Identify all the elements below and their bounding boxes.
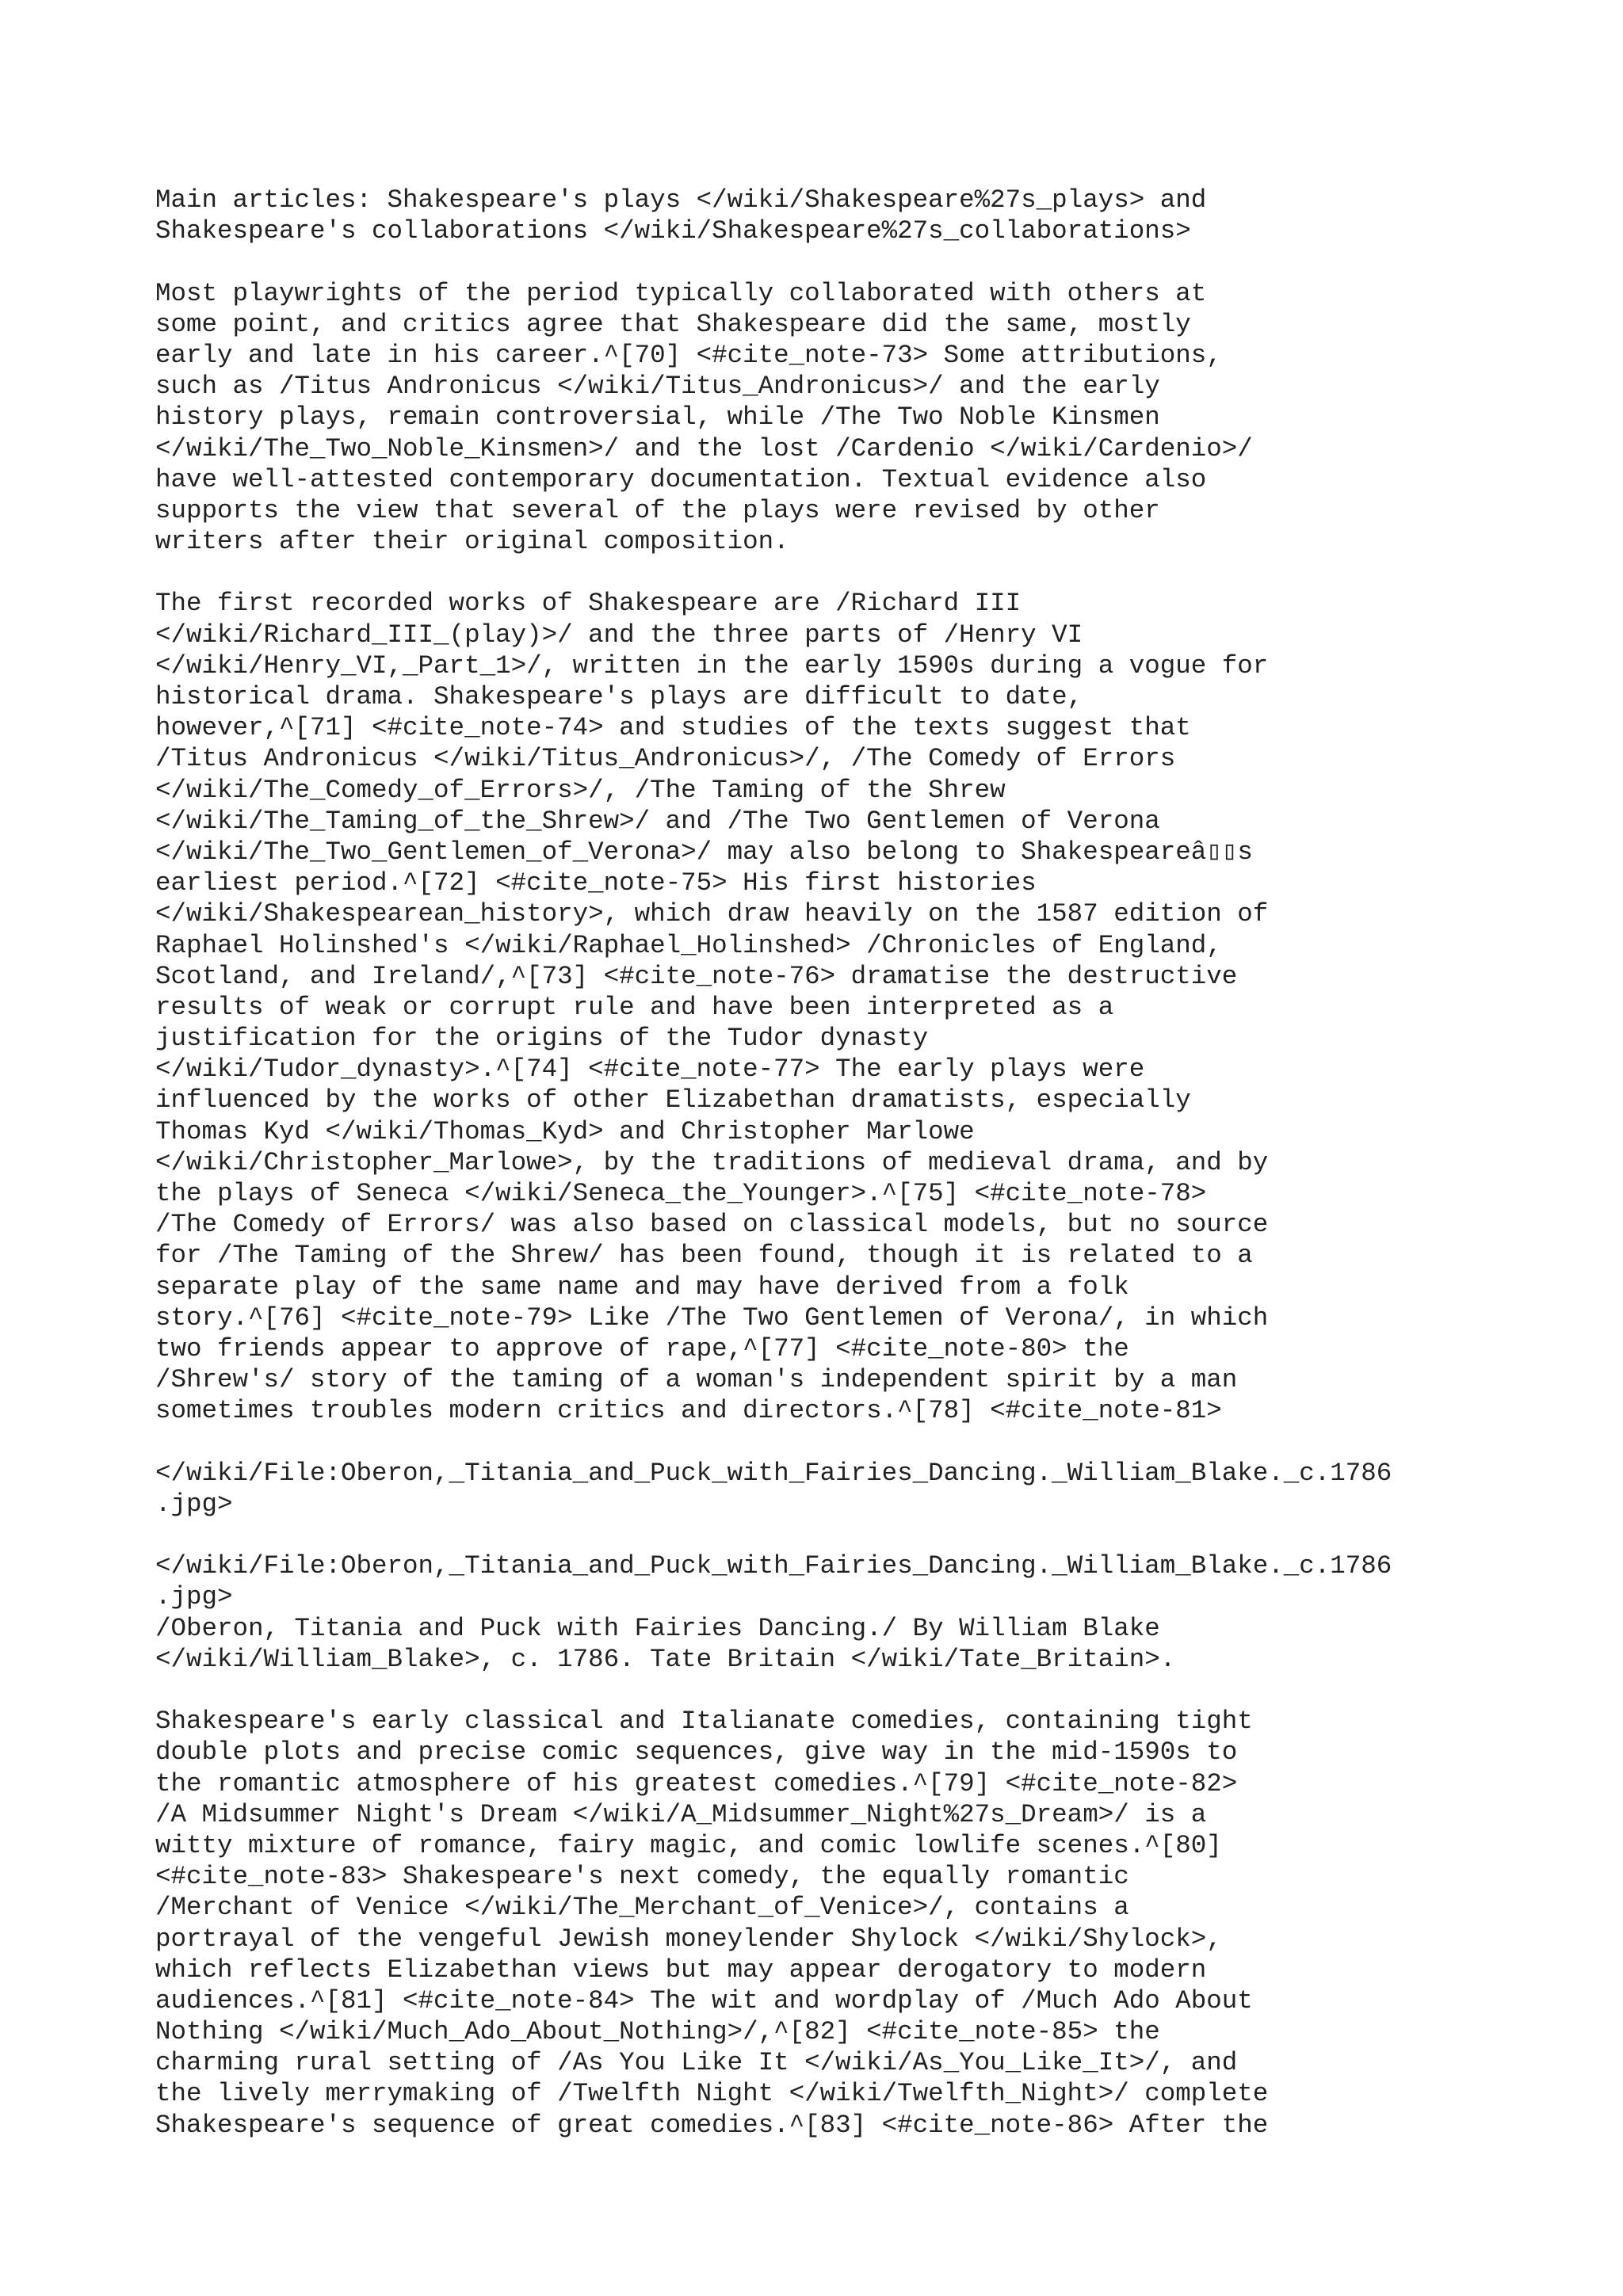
text-line: double plots and precise comic sequences, give way in the mid-1590s to: [155, 1737, 1238, 1768]
text-line: </wiki/The_Comedy_of_Errors>/, /The Taming of the Shrew: [155, 775, 1006, 805]
text-line: </wiki/The_Two_Noble_Kinsmen>/ and the lost /Cardenio </wiki/Cardenio>/: [155, 433, 1253, 463]
text-line: .jpg>: [155, 1489, 233, 1519]
text-line: two friends appear to approve of rape,^[77] <#cite_note-80> the: [155, 1333, 1129, 1363]
text-line: portrayal of the vengeful Jewish moneylender Shylock </wiki/Shylock>,: [155, 1924, 1222, 1954]
text-line: some point, and critics agree that Shakespeare did the same, mostly: [155, 309, 1191, 339]
text-line: </wiki/The_Taming_of_the_Shrew>/ and /The Two Gentlemen of Verona: [155, 806, 1160, 836]
text-line: writers after their original composition.: [155, 527, 789, 557]
text-line: </wiki/File:Oberon,_Titania_and_Puck_with_Fairies_Dancing._William_Blake._c.1786: [155, 1458, 1392, 1488]
text-line: early and late in his career.^[70] <#cite_note-73> Some attributions,: [155, 340, 1222, 370]
text-line: </wiki/File:Oberon,_Titania_and_Puck_with_Fairies_Dancing._William_Blake._c.1786: [155, 1551, 1392, 1581]
text-line: </wiki/William_Blake>, c. 1786. Tate Britain </wiki/Tate_Britain>.: [155, 1644, 1176, 1674]
text-line: </wiki/The_Two_Gentlemen_of_Verona>/ may also belong to Shakespeareâ▯▯s: [155, 837, 1253, 867]
paragraph-early-works: [155, 588, 1582, 1426]
text-line: </wiki/Tudor_dynasty>.^[74] <#cite_note-77> The early plays were: [155, 1055, 1145, 1085]
text-line: audiences.^[81] <#cite_note-84> The wit and wordplay of /Much Ado About: [155, 1985, 1253, 2016]
text-line: witty mixture of romance, fairy magic, and comic lowlife scenes.^[80]: [155, 1830, 1222, 1860]
text-line: /Oberon, Titania and Puck with Fairies Dancing./ By William Blake: [155, 1613, 1160, 1643]
text-line: /Shrew's/ story of the taming of a woman's independent spirit by a man: [155, 1365, 1238, 1395]
text-line: Thomas Kyd </wiki/Thomas_Kyd> and Christopher Marlowe: [155, 1116, 975, 1146]
text-line: </wiki/Richard_III_(play)>/ and the three parts of /Henry VI: [155, 620, 1083, 650]
text-line: the romantic atmosphere of his greatest comedies.^[79] <#cite_note-82>: [155, 1768, 1238, 1798]
document-page: [155, 185, 1582, 2172]
paragraph-comedies: [155, 1706, 1582, 2141]
text-line: /The Comedy of Errors/ was also based on classical models, but no source: [155, 1210, 1269, 1240]
text-line: which reflects Elizabethan views but may appear derogatory to modern: [155, 1955, 1207, 1985]
text-line: /Titus Andronicus </wiki/Titus_Andronicus>/, /The Comedy of Errors: [155, 744, 1176, 774]
text-line: Main articles: Shakespeare's plays </wiki/Shakespeare%27s_plays> and: [155, 185, 1207, 215]
text-line: Raphael Holinshed's </wiki/Raphael_Holinshed> /Chronicles of England,: [155, 930, 1222, 960]
text-line: separate play of the same name and may have derived from a folk: [155, 1272, 1129, 1302]
text-line: justification for the origins of the Tudor dynasty: [155, 1024, 929, 1054]
image-caption-block: [155, 1550, 1582, 1675]
text-line: /A Midsummer Night's Dream </wiki/A_Midsummer_Night%27s_Dream>/ is a: [155, 1799, 1207, 1829]
text-line: however,^[71] <#cite_note-74> and studies of the texts suggest that: [155, 713, 1191, 743]
text-line: earliest period.^[72] <#cite_note-75> His first histories: [155, 868, 1037, 898]
text-line: Scotland, and Ireland/,^[73] <#cite_note-76> dramatise the destructive: [155, 961, 1238, 991]
text-line: .jpg>: [155, 1582, 233, 1612]
text-line: supports the view that several of the plays were revised by other: [155, 495, 1160, 525]
text-line: </wiki/Shakespearean_history>, which draw heavily on the 1587 edition of: [155, 899, 1269, 929]
text-line: results of weak or corrupt rule and have been interpreted as a: [155, 992, 1114, 1022]
text-line: have well-attested contemporary documentation. Textual evidence also: [155, 464, 1207, 494]
text-line: </wiki/Christopher_Marlowe>, by the traditions of medieval drama, and by: [155, 1147, 1269, 1177]
text-line: Shakespeare's collaborations </wiki/Shakespeare%27s_collaborations>: [155, 216, 1191, 246]
image-link-block: [155, 1458, 1582, 1520]
text-line: Nothing </wiki/Much_Ado_About_Nothing>/,^[82] <#cite_note-85> the: [155, 2017, 1160, 2047]
text-line: The first recorded works of Shakespeare are /Richard III: [155, 589, 1022, 619]
text-line: story.^[76] <#cite_note-79> Like /The Two Gentlemen of Verona/, in which: [155, 1302, 1269, 1333]
text-line: history plays, remain controversial, while /The Two Noble Kinsmen: [155, 402, 1160, 433]
text-line: Most playwrights of the period typically collaborated with others at: [155, 278, 1207, 308]
text-line: such as /Titus Andronicus </wiki/Titus_Andronicus>/ and the early: [155, 372, 1160, 402]
text-line: charming rural setting of /As You Like It </wiki/As_You_Like_It>/, and: [155, 2048, 1238, 2078]
text-line: historical drama. Shakespeare's plays are difficult to date,: [155, 682, 1083, 711]
text-line: the plays of Seneca </wiki/Seneca_the_Younger>.^[75] <#cite_note-78>: [155, 1179, 1207, 1208]
paragraph-collaboration: [155, 278, 1582, 558]
main-articles-note: [155, 185, 1582, 246]
text-line: the lively merrymaking of /Twelfth Night </wiki/Twelfth_Night>/ complete: [155, 2079, 1269, 2109]
text-line: influenced by the works of other Elizabethan dramatists, especially: [155, 1085, 1191, 1116]
text-line: Shakespeare's sequence of great comedies.^[83] <#cite_note-86> After the: [155, 2110, 1269, 2140]
text-line: /Merchant of Venice </wiki/The_Merchant_of_Venice>/, contains a: [155, 1893, 1129, 1923]
text-line: </wiki/Henry_VI,_Part_1>/, written in the early 1590s during a vogue for: [155, 650, 1269, 681]
text-line: sometimes troubles modern critics and directors.^[78] <#cite_note-81>: [155, 1396, 1222, 1426]
text-line: <#cite_note-83> Shakespeare's next comedy, the equally romantic: [155, 1862, 1129, 1892]
text-line: Shakespeare's early classical and Italianate comedies, containing tight: [155, 1707, 1253, 1737]
text-line: for /The Taming of the Shrew/ has been found, though it is related to a: [155, 1241, 1253, 1271]
